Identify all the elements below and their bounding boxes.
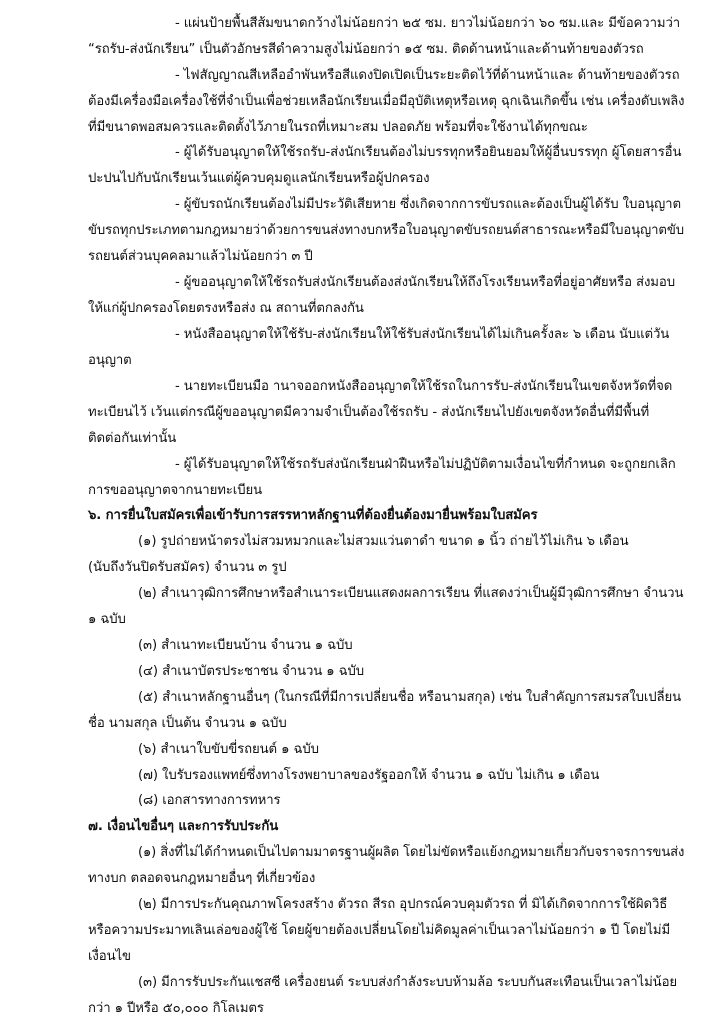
paragraph-line: “รถรับ-ส่งนักเรียน” เป็นตัวอักษรสีดำความสูงไม่น้อยกว่า ๑๕ ซม. ติดด้านหน้าและด้านท้ายของตัวรถ [88,42,644,57]
list-item-line: (๓) สำเนาทะเบียนบ้าน จำนวน ๑ ฉบับ [138,638,353,653]
list-item-line: (๕) สำเนาหลักฐานอื่นๆ (ในกรณีที่มีการเปลี่ยนชื่อ หรือนามสกุล) เช่น ใบสำคัญการสมรสใบเปลี่ยน [138,690,682,705]
paragraph-line: ให้แก่ผู้ปกครองโดยตรงหรือส่ง ณ สถานที่ตกลงกัน [88,301,364,316]
list-item-line: (๒) สำเนาวุฒิการศึกษาหรือสำเนาระเบียนแสดงผลการเรียน ที่แสดงว่าเป็นผู้มีวุฒิการศึกษา จำนวน [138,586,684,601]
paragraph-line: การขออนุญาตจากนายทะเบียน [88,483,263,498]
list-item-line: (๓) มีการรับประกันแชสซี เครื่องยนต์ ระบบส่งกำลังระบบห้ามล้อ ระบบกันสะเทือนเป็นเวลาไม่น้อย [138,975,678,990]
list-item-line: (๒) มีการประกันคุณภาพโครงสร้าง ตัวรถ สีรถ อุปกรณ์ควบคุมตัวรถ ที่ มิได้เกิดจากการใช้ผิดวิธี [138,897,668,912]
section-heading-7: ๗. เงื่อนไขอื่นๆ และการรับประกัน [88,819,279,834]
paragraph-line: ปะปนไปกับนักเรียนเว้นแต่ผู้ควบคุมดูแลนักเรียนหรือผู้ปกครอง [88,171,430,186]
paragraph-line: ขับรถทุกประเภทตามกฎหมายว่าด้วยการขนส่งทางบกหรือใบอนุญาตขับรถยนต์สาธารณะหรือมีใบอนุญาตขับ [88,223,684,238]
paragraph-line: หรือความประมาทเลินเล่อของผู้ใช้ โดยผู้ขายต้องเปลี่ยนโดยไม่คิดมูลค่าเป็นเวลาไม่น้อยกว่า ๑ ปี โดยไม่มี [88,923,671,938]
paragraph-line: กว่า ๑ ปีหรือ ๕๐,๐๐๐ กิโลเมตร [88,1001,264,1016]
paragraph-line: - หนังสืออนุญาตให้ใช้รับ-ส่งนักเรียนให้ใช้รับส่งนักเรียนได้ไม่เกินครั้งละ ๖ เดือน นับแต่วัน [175,327,670,342]
paragraph-line: ๑ ฉบับ [88,612,126,627]
paragraph-line: รถยนต์ส่วนบุคคลมาแล้วไม่น้อยกว่า ๓ ปี [88,249,313,264]
paragraph-line: ติดต่อกันเท่านั้น [88,431,177,446]
paragraph-line: ที่มีขนาดพอสมควรและติดตั้งไว้ภายในรถที่เหมาะสม ปลอดภัย พร้อมที่จะใช้งานได้ทุกขณะ [88,120,588,135]
section-heading-6: ๖. การยื่นใบสมัครเพื่อเข้ารับการสรรหาหลักฐานที่ต้องยื่นต้องมายื่นพร้อมใบสมัคร [88,508,538,523]
paragraph-line: - ผู้ได้รับอนุญาตให้ใช้รถรับ-ส่งนักเรียนต้องไม่บรรทุกหรือยินยอมให้ผู้อื่นบรรทุก ผู้โดยสารอื่น [175,145,682,160]
paragraph-line: - ไฟสัญญาณสีเหลืออำพันหรือสีแดงปิดเปิดเป็นระยะติดไว้ที่ด้านหน้าและ ด้านท้ายของตัวรถ [175,68,680,83]
paragraph-line: (นับถึงวันปิดรับสมัคร) จำนวน ๓ รูป [88,560,287,575]
list-item-line: (๑) สิ่งที่ไม่ได้กำหนดเป็นไปตามมาตรฐานผู้ผลิต โดยไม่ขัดหรือแย้งกฎหมายเกี่ยวกับจราจรการขนส่ง [138,845,685,860]
paragraph-line: - ผู้ได้รับอนุญาตให้ใช้รถรับส่งนักเรียนฝ่าฝืนหรือไม่ปฏิบัติตามเงื่อนไขที่กำหนด จะถูกยกเลิก [175,457,676,472]
list-item-line: (๘) เอกสารทางการทหาร [138,793,281,808]
paragraph-line: เงื่อนไข [88,949,131,964]
list-item-line: (๖) สำเนาใบขับขี่รถยนต์ ๑ ฉบับ [138,742,319,757]
paragraph-line: ทางบก ตลอดจนกฎหมายอื่นๆ ที่เกี่ยวข้อง [88,871,316,886]
paragraph-line: ทะเบียนไว้ เว้นแต่กรณีผู้ขออนุญาตมีความจำเป็นต้องใช้รถรับ - ส่งนักเรียนไปยังเขตจังหวัดอื่นที่มีพื้นที่ [88,405,650,420]
list-item-line: (๔) สำเนาบัตรประชาชน จำนวน ๑ ฉบับ [138,664,365,679]
paragraph-line: - ผู้ขับรถนักเรียนต้องไม่มีประวัติเสียหาย ซึ่งเกิดจากการขับรถและต้องเป็นผู้ได้รับ ใบอนุญาต [175,197,681,212]
paragraph-line: - ผู้ขออนุญาตให้ใช้รถรับส่งนักเรียนต้องส่งนักเรียนให้ถึงโรงเรียนหรือที่อยู่อาศัยหรือ ส่งมอบ [175,275,675,290]
paragraph-line: อนุญาต [88,353,132,368]
paragraph-line: - แผ่นป้ายพื้นสีส้มขนาดกว้างไม่น้อยกว่า ๒๕ ซม. ยาวไม่น้อยกว่า ๖๐ ซม.และ มีข้อความว่า [175,16,681,31]
paragraph-line: ชื่อ นามสกุล เป็นต้น จำนวน ๑ ฉบับ [88,716,287,731]
list-item-line: (๑) รูปถ่ายหน้าตรงไม่สวมหมวกและไม่สวมแว่นตาดำ ขนาด ๑ นิ้ว ถ่ายไว้ไม่เกิน ๖ เดือน [138,534,629,549]
paragraph-line: ต้องมีเครื่องมือเครื่องใช้ที่จำเป็นเพื่อช่วยเหลือนักเรียนเมื่อมีอุบัติเหตุหรือเหตุ ฉุกเฉินเกิดขึ้น เช่น เครื่องดับเพลิง [88,94,685,109]
list-item-line: (๗) ใบรับรองแพทย์ซึ่งทางโรงพยาบาลของรัฐออกให้ จำนวน ๑ ฉบับ ไม่เกิน ๑ เดือน [138,768,600,783]
paragraph-line: - นายทะเบียนมือ านาจออกหนังสืออนุญาตให้ใช้รถในการรับ-ส่งนักเรียนในเขตจังหวัดที่จด [175,379,673,394]
